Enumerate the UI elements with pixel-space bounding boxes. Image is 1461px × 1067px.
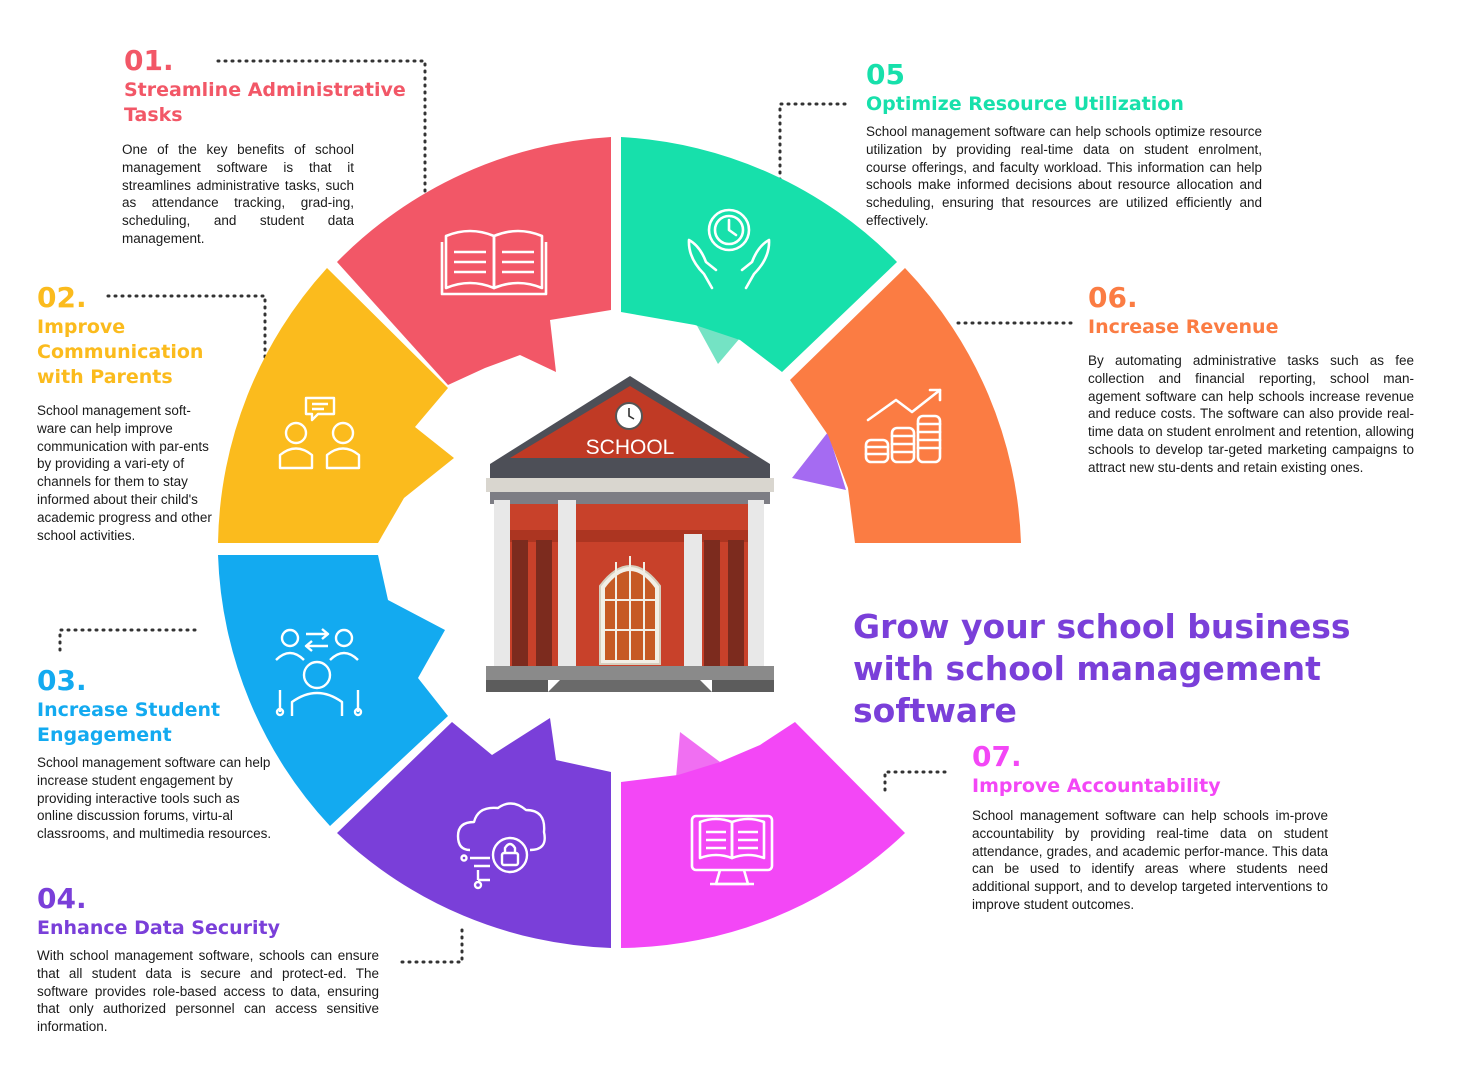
item-04-number: 04.	[37, 882, 87, 915]
item-06-title: Increase Revenue	[1088, 316, 1279, 338]
item-03-title: Increase Student Engagement	[37, 699, 221, 746]
item-05-number: 05	[866, 58, 905, 91]
item-01	[124, 46, 414, 128]
item-05	[866, 60, 1266, 230]
item-04-text: With school management software, schools can ensure that all student data is secure and protect-ed. The software provides role-based access to data, ensuring that only authorized personnel can access sensitive information.	[37, 948, 379, 1035]
building-sign: SCHOOL	[585, 436, 675, 459]
item-01-text: One of the key benefits of school management software is that it streamlines administrative tasks, such as attendance tracking, grad-ing, scheduling, and student data management.	[122, 142, 354, 246]
item-03-text: School management software can help increase student engagement by providing interactive tools such as online discussion forums, virtu-al classrooms, and multimedia resources.	[37, 755, 272, 842]
item-06-number: 06.	[1088, 281, 1138, 314]
item-07-text: School management software can help schools im-prove accountability by providing real-time data on student attendance, grades, and academic perfor-mance. This data can be used to identify areas where students need additional support, and to develop targeted interventions to improve student outcomes.	[972, 808, 1328, 912]
school-building-illustration	[486, 376, 774, 692]
item-07-title: Improve Accountability	[972, 775, 1221, 797]
item-02	[37, 283, 217, 544]
item-02-number: 02.	[37, 281, 87, 314]
item-02-text: School management soft-ware can help improve communication with par-ents by providing a vari-ety of channels for them to stay informed about their child's academic progress and other school activities.	[37, 403, 212, 543]
item-07	[972, 742, 1332, 914]
item-07-number: 07.	[972, 740, 1022, 773]
connector-04	[402, 930, 462, 962]
item-05-text: School management software can help schools optimize resource utilization by providing real-time data on student enrolment, course offerings, and faculty workload. This information can help schools make informed decisions about resource allocation and scheduling, ensuring that resources are utilized efficiently and effectively.	[866, 124, 1262, 228]
item-05-title: Optimize Resource Utilization	[866, 93, 1184, 115]
connector-07	[885, 772, 945, 790]
item-06-text: By automating administrative tasks such as fee collection and financial reporting, school man-agement software can help schools increase revenue and reduce costs. The software can also provide real-time data on student enrolment and retention, allowing schools to develop tar-geted marketing campaigns to attract new stu-dents and retain existing ones.	[1088, 353, 1414, 475]
connector-03	[60, 630, 200, 650]
item-03	[37, 666, 277, 843]
item-01-number: 01.	[124, 44, 174, 77]
item-02-title: Improve Communication with Parents	[37, 316, 204, 388]
item-06	[1088, 283, 1418, 477]
item-01-title: Streamline Administrative Tasks	[124, 79, 406, 126]
item-03-number: 03.	[37, 664, 87, 697]
item-04	[37, 884, 382, 1036]
headline: Grow your school business with school management software	[853, 607, 1351, 730]
item-04-title: Enhance Data Security	[37, 917, 280, 939]
